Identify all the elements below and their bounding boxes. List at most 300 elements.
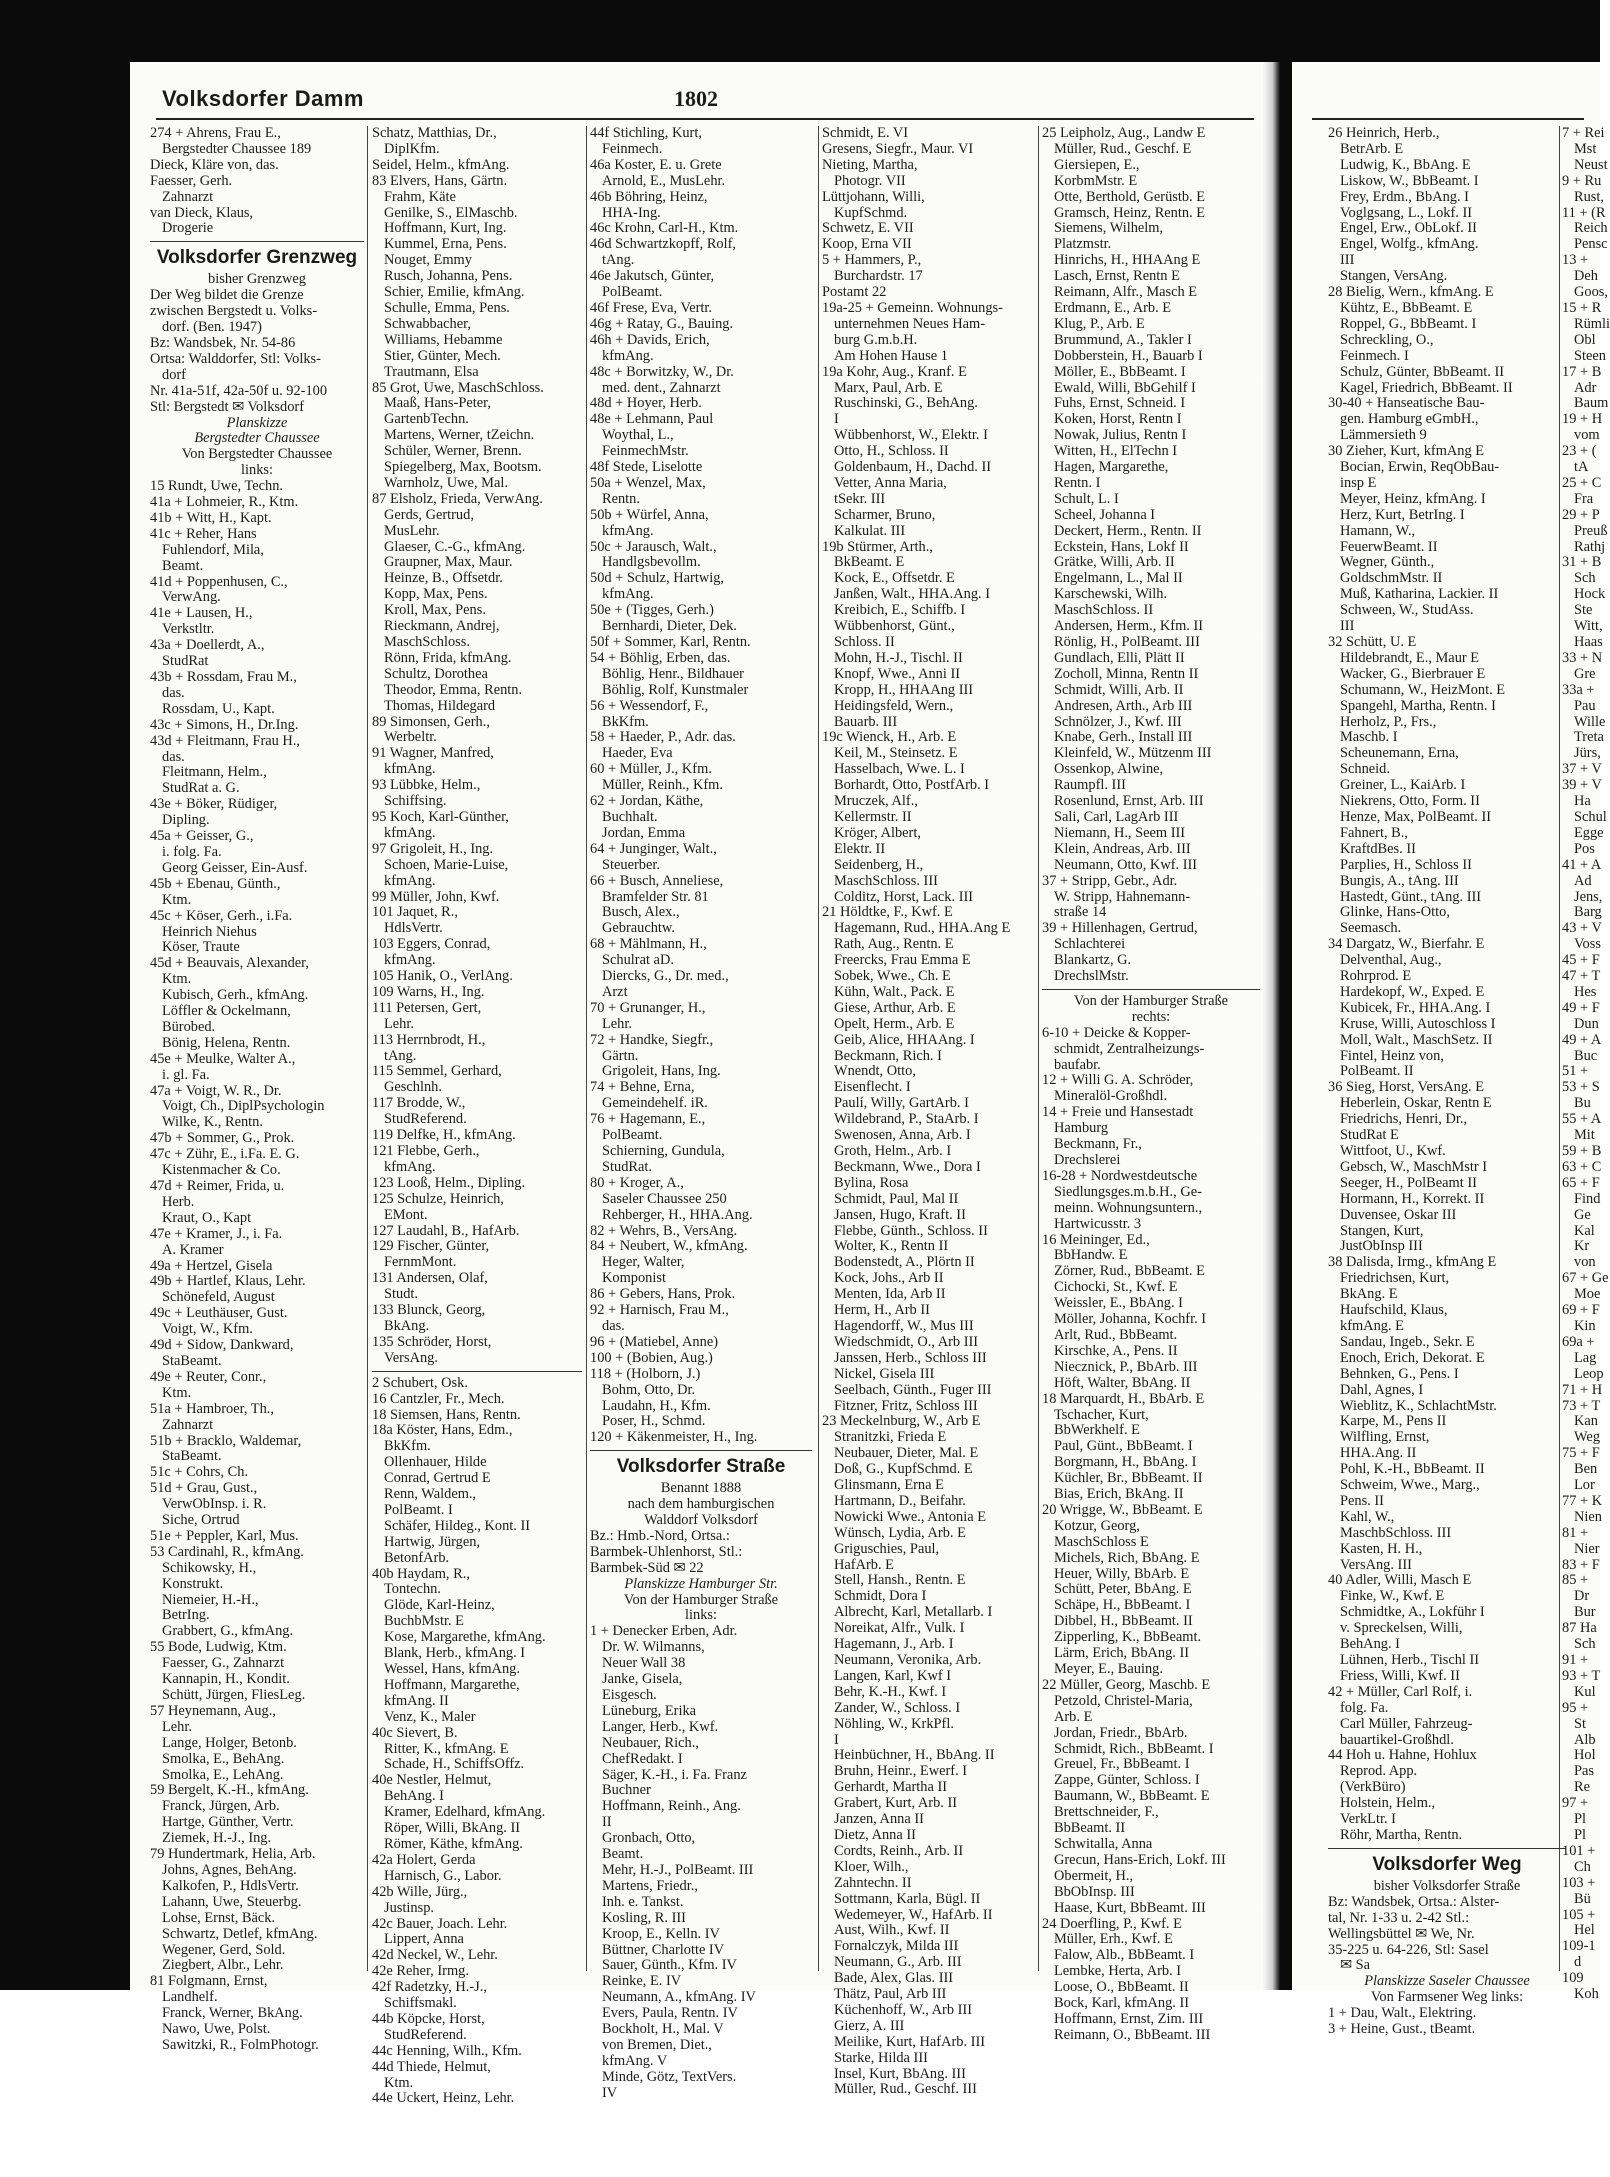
directory-entry: 50e + (Tigges, Gerh.): [590, 602, 714, 619]
section-note: bisher Volksdorfer Straße: [1373, 1877, 1521, 1894]
directory-entry: 49a + Hertzel, Gisela: [150, 1257, 273, 1274]
directory-entry: Dahl, Agnes, I: [1340, 1381, 1424, 1398]
directory-entry: 50a + Wenzel, Max,: [590, 474, 706, 491]
directory-entry: 25 + C: [1562, 474, 1602, 491]
directory-entry: 84 + Neubert, W., kfmAng.: [590, 1238, 748, 1255]
directory-entry: 109-1: [1562, 1938, 1596, 1955]
directory-entry: Kasten, H. H.,: [1340, 1540, 1423, 1557]
directory-entry: Williams, Hebamme: [384, 331, 503, 348]
directory-entry: FernmMont.: [384, 1254, 457, 1271]
directory-entry: Wacker, G., Bierbrauer E: [1340, 665, 1486, 682]
directory-entry: 50d + Schulz, Hartwig,: [590, 570, 725, 587]
directory-entry: kfmAng. II: [384, 1692, 449, 1709]
directory-entry: Engel, Erw., ObLokf. II: [1340, 220, 1477, 237]
directory-entry: 51e + Peppler, Karl, Mus.: [150, 1527, 299, 1544]
directory-entry: Wübbenhorst, Günt.,: [834, 618, 955, 635]
directory-entry: 49 + A: [1562, 1031, 1602, 1048]
directory-entry: 69 + F: [1562, 1302, 1600, 1319]
directory-entry: Raumpfl. III: [1054, 777, 1126, 794]
directory-entry: Siemens, Wilhelm,: [1054, 220, 1164, 237]
directory-entry: PolBeamt. I: [384, 1501, 453, 1518]
directory-entry: 38 Dalisda, Irmg., kfmAng E: [1328, 1254, 1497, 1271]
directory-entry: Kruse, Willi, Autoschloss I: [1340, 1015, 1496, 1032]
directory-entry: Schmidt, Rich., BbBeamt. I: [1054, 1740, 1214, 1757]
directory-entry: Römer, Käthe, kfmAng.: [384, 1835, 523, 1852]
directory-entry: 21 Höldtke, F., Kwf. E: [822, 904, 953, 921]
directory-entry: Bock, Karl, kfmAng. II: [1054, 1995, 1190, 2012]
directory-entry: Venz, K., Maler: [384, 1708, 476, 1725]
directory-entry: Brummund, A., Takler I: [1054, 331, 1192, 348]
directory-entry: kfmAng.: [602, 347, 654, 364]
directory-entry: 43d + Fleitmann, Frau H.,: [150, 732, 301, 749]
directory-entry: Ossenkop, Alwine,: [1054, 761, 1164, 778]
directory-entry: Schiffsing.: [384, 793, 447, 810]
directory-entry: Ha: [1574, 793, 1591, 810]
directory-entry: Engel, Wolfg., kfmAng.: [1340, 236, 1479, 253]
directory-entry: Beckmann, Fr.,: [1054, 1136, 1142, 1153]
directory-entry: 49e + Reuter, Conr.,: [150, 1368, 267, 1385]
directory-entry: Harnisch, G., Labor.: [384, 1867, 502, 1884]
directory-entry: 120 + Käkenmeister, H., Ing.: [590, 1429, 758, 1446]
directory-entry: 40e Nestler, Helmut,: [372, 1772, 492, 1789]
directory-entry: 118 + (Holborn, J.): [590, 1365, 701, 1382]
directory-entry: Kühtz, E., BbBeamt. E: [1340, 299, 1473, 316]
directory-entry: Kock, E., Offsetdr. E: [834, 570, 955, 587]
directory-entry: 37 + V: [1562, 761, 1602, 778]
directory-entry: BehAng. I: [384, 1788, 444, 1805]
directory-entry: Jürs,: [1574, 745, 1601, 762]
directory-entry: Dobberstein, H., Bauarb I: [1054, 347, 1203, 364]
directory-entry: Schmidt, Paul, Mal II: [834, 1190, 959, 1207]
directory-entry: kfmAng.: [384, 952, 436, 969]
directory-entry: Studt.: [384, 1286, 418, 1303]
directory-entry: 51d + Grau, Gust.,: [150, 1480, 258, 1497]
directory-entry: 16 Cantzler, Fr., Mech.: [372, 1390, 505, 1407]
directory-entry: Deh: [1574, 268, 1598, 285]
directory-entry: Arnold, E., MusLehr.: [602, 172, 726, 189]
directory-column-4: [822, 125, 1042, 2098]
directory-entry: 19c Wienck, H., Arb. E: [822, 729, 957, 746]
directory-entry: Schmidtke, A., Lokführ I: [1340, 1604, 1485, 1621]
directory-entry: Parplies, H., Schloss II: [1340, 856, 1472, 873]
section-note: links:: [685, 1607, 717, 1624]
directory-entry: Nowicki Wwe., Antonia E: [834, 1508, 987, 1525]
directory-entry: HHA-Ing.: [602, 204, 661, 221]
directory-entry: DiplKfm.: [384, 140, 440, 157]
section-note: Von der Hamburger Straße: [623, 1591, 779, 1608]
directory-entry: Roppel, G., BbBeamt. I: [1340, 315, 1477, 332]
directory-entry: Schweim, Wwe., Marg.,: [1340, 1477, 1480, 1494]
directory-entry: 49c + Leuthäuser, Gust.: [150, 1305, 288, 1322]
directory-entry: Neubauer, Dieter, Mal. E: [834, 1445, 979, 1462]
directory-entry: Bz.: Hmb.-Nord, Ortsa.:: [590, 1527, 730, 1544]
directory-entry: Carl Müller, Fahrzeug-: [1340, 1715, 1473, 1732]
directory-entry: Graupner, Max, Maur.: [384, 554, 513, 571]
directory-entry: 55 + A: [1562, 1111, 1602, 1128]
directory-entry: Glöde, Karl-Heinz,: [384, 1597, 495, 1614]
directory-entry: Nawo, Uwe, Polst.: [162, 2021, 271, 2038]
directory-entry: Lämmersieth 9: [1340, 427, 1427, 444]
directory-entry: Seeger, H., PolBeamt II: [1340, 1174, 1477, 1191]
directory-entry: 69a +: [1562, 1333, 1595, 1350]
directory-entry: Kroll, Max, Pens.: [384, 602, 486, 619]
section-separator: [1042, 989, 1260, 990]
directory-entry: Schloss. II: [834, 634, 895, 650]
directory-entry: Giese, Arthur, Arb. E: [834, 999, 956, 1016]
directory-entry: Schreckling, O.,: [1340, 331, 1434, 348]
directory-entry: Neubauer, Rich.,: [602, 1734, 699, 1751]
directory-entry: 49b + Hartlef, Klaus, Lehr.: [150, 1273, 306, 1290]
directory-entry: Schäpe, H., BbBeamt. I: [1054, 1597, 1191, 1614]
directory-entry: Busch, Alex.,: [602, 904, 680, 921]
section-separator: [150, 241, 364, 242]
directory-entry: 42c Bauer, Joach. Lehr.: [372, 1915, 508, 1932]
directory-entry: Aust, Wilh., Kwf. II: [834, 1922, 950, 1939]
directory-entry: Wiedschmidt, O., Arb III: [834, 1333, 979, 1350]
directory-entry: MaschSchloss E: [1054, 1533, 1149, 1550]
directory-entry: 93 + T: [1562, 1667, 1601, 1684]
directory-entry: 59 + B: [1562, 1143, 1602, 1159]
directory-entry: Kubisch, Gerh., kfmAng.: [162, 987, 309, 1004]
directory-entry: Ritter, K., kfmAng. E: [384, 1740, 509, 1757]
directory-entry: Werbeltr.: [384, 729, 437, 746]
directory-entry: Neust: [1574, 156, 1608, 173]
directory-entry: Hock: [1574, 586, 1606, 603]
directory-entry: MaschbSchloss. III: [1340, 1524, 1452, 1541]
directory-entry: 34 Dargatz, W., Bierfahr. E: [1328, 936, 1485, 953]
section-note: Von der Hamburger Straße: [1073, 992, 1229, 1009]
directory-entry: Fuhs, Ernst, Schneid. I: [1054, 395, 1186, 412]
directory-entry: Saseler Chaussee 250: [602, 1190, 727, 1207]
directory-entry: Reprod. App.: [1340, 1763, 1418, 1780]
directory-entry: 30 Zieher, Kurt, kfmAng E: [1328, 443, 1485, 460]
directory-entry: Glinsmann, Erna E: [834, 1477, 944, 1494]
directory-entry: Theodor, Emma, Rentn.: [384, 681, 523, 698]
directory-entry: ✉ Sa: [1340, 1957, 1371, 1974]
directory-entry: Lüneburg, Erika: [602, 1702, 697, 1719]
directory-entry: insp E: [1340, 474, 1377, 491]
directory-entry: Frey, Erdm., BbAng. I: [1340, 188, 1469, 205]
directory-entry: Woythal, L.,: [602, 427, 674, 444]
directory-entry: 86 + Gebers, Hans, Prok.: [590, 1286, 736, 1303]
directory-entry: 103 +: [1562, 1874, 1596, 1891]
directory-entry: Komponist: [602, 1270, 666, 1287]
directory-entry: 23 Meckelnburg, W., Arb E: [822, 1413, 981, 1430]
directory-entry: 83 + F: [1562, 1556, 1600, 1573]
directory-entry: Hamburg: [1054, 1120, 1109, 1137]
directory-entry: Hagendorff, W., Mus III: [834, 1317, 974, 1334]
directory-entry: 53 + S: [1562, 1079, 1600, 1096]
directory-entry: Dieck, Kläre von, das.: [150, 156, 279, 173]
directory-entry: Büttner, Charlotte IV: [602, 1941, 725, 1958]
directory-entry: BehAng. I: [1340, 1636, 1400, 1653]
directory-entry: Landhelf.: [162, 1989, 218, 2006]
directory-entry: Herm, H., Arb II: [834, 1302, 930, 1319]
directory-entry: kfmAng.: [602, 586, 654, 603]
directory-entry: Flebbe, Günth., Schloss. II: [834, 1222, 988, 1239]
plan-sketch-note: Planskizze Hamburger Str.: [624, 1575, 778, 1592]
directory-entry: 101 +: [1562, 1842, 1596, 1859]
directory-entry: Höft, Walter, BbAng. II: [1054, 1374, 1191, 1391]
directory-entry: Marx, Paul, Arb. E: [834, 379, 943, 396]
directory-entry: Schoen, Marie-Luise,: [384, 856, 509, 873]
directory-entry: folg. Fa.: [1340, 1699, 1389, 1716]
directory-entry: Koop, Erna VII: [822, 236, 912, 253]
directory-entry: Schikowsky, H.,: [162, 1559, 257, 1576]
directory-entry: Platzmstr.: [1054, 236, 1112, 253]
directory-entry: Schult, L. I: [1054, 490, 1119, 507]
directory-entry: Schlachterei: [1054, 936, 1126, 953]
directory-entry: Schneid.: [1340, 761, 1390, 778]
directory-entry: Franck, Werner, BkAng.: [162, 2005, 303, 2022]
directory-entry: III: [1340, 618, 1355, 635]
directory-entry: Pas: [1574, 1763, 1594, 1780]
directory-entry: 113 Herrnbrodt, H.,: [372, 1031, 486, 1048]
directory-entry: BbBeamt. II: [1054, 1820, 1126, 1837]
directory-entry: Geib, Alice, HHAAng. I: [834, 1031, 975, 1048]
directory-entry: Lüttjohann, Willi,: [822, 188, 925, 205]
directory-entry: Langen, Karl, Kwf I: [834, 1667, 952, 1684]
directory-entry: Kistenmacher & Co.: [162, 1162, 281, 1179]
directory-entry: Heuer, Willy, BbArb. E: [1054, 1565, 1190, 1582]
directory-entry: 95 +: [1562, 1699, 1589, 1716]
directory-entry: Niekrens, Otto, Form. II: [1340, 793, 1480, 810]
directory-entry: Goldenbaum, H., Dachd. II: [834, 459, 992, 476]
directory-entry: 48d + Hoyer, Herb.: [590, 395, 702, 412]
directory-entry: Rusch, Johanna, Pens.: [384, 268, 513, 285]
section-separator: [372, 1371, 582, 1372]
directory-entry: Scheel, Johanna I: [1054, 506, 1156, 523]
directory-entry: Martens, Friedr.,: [602, 1877, 698, 1894]
directory-entry: Hartwig, Jürgen,: [384, 1533, 481, 1550]
directory-entry: Nickel, Gisela III: [834, 1365, 935, 1382]
directory-entry: Pensc: [1574, 236, 1608, 253]
directory-entry: 5 + Hammers, P.,: [822, 252, 922, 269]
directory-entry: Faesser, Gerh.: [150, 172, 233, 189]
directory-entry: Stell, Hansh., Rentn. E: [834, 1572, 966, 1589]
directory-entry: 45a + Geisser, G.,: [150, 828, 254, 845]
directory-entry: Duvensee, Oskar III: [1340, 1206, 1457, 1223]
directory-entry: 2 Schubert, Osk.: [372, 1374, 468, 1391]
directory-entry: 1 + Dau, Walt., Elektring.: [1328, 2005, 1477, 2022]
running-header-street: Volksdorfer Damm: [162, 86, 364, 111]
directory-entry: Röhr, Martha, Rentn.: [1340, 1826, 1463, 1843]
directory-entry: Lahann, Uwe, Steuerbg.: [162, 1893, 302, 1910]
directory-entry: Scharmer, Bruno,: [834, 506, 936, 523]
directory-entry: GartenbTechn.: [384, 411, 469, 428]
directory-entry: StudRat.: [602, 1158, 652, 1175]
directory-entry: Cordts, Reinh., Arb. II: [834, 1842, 964, 1859]
directory-entry: Treta: [1574, 729, 1604, 746]
directory-entry: StudRat E: [1340, 1127, 1399, 1144]
directory-entry: Adr: [1574, 379, 1597, 396]
directory-entry: Deckert, Herm., Rentn. II: [1054, 522, 1202, 539]
directory-entry: Bramfelder Str. 81: [602, 888, 709, 905]
directory-entry: 51c + Cohrs, Ch.: [150, 1464, 249, 1481]
directory-entry: Martens, Werner, tZeichn.: [384, 427, 535, 444]
directory-entry: Re: [1574, 1779, 1590, 1796]
directory-entry: Grecun, Hans-Erich, Lokf. III: [1054, 1851, 1226, 1868]
directory-entry: Schwabbacher,: [384, 315, 471, 332]
directory-entry: Sandau, Ingeb., Sekr. E: [1340, 1333, 1475, 1350]
directory-entry: Fra: [1574, 490, 1594, 507]
directory-entry: Lasch, Ernst, Rentn E: [1054, 268, 1180, 285]
directory-entry: Stranitzki, Frieda E: [834, 1429, 947, 1446]
directory-entry: 55 Bode, Ludwig, Ktm.: [150, 1639, 287, 1656]
directory-entry: Evers, Paula, Rentn. IV: [602, 2005, 738, 2022]
directory-entry: Kul: [1574, 1683, 1596, 1700]
directory-entry: kfmAng.: [384, 761, 436, 778]
directory-entry: 28 Bielig, Wern., kfmAng. E: [1328, 284, 1494, 301]
directory-entry: Smolka, E., LehAng.: [162, 1766, 284, 1783]
directory-entry: Lor: [1574, 1477, 1595, 1494]
directory-entry: 41 + A: [1562, 856, 1602, 873]
directory-entry: Kröger, Albert,: [834, 824, 921, 841]
directory-entry: Nowak, Julius, Rentn I: [1054, 427, 1187, 444]
directory-entry: StudRat: [162, 653, 209, 670]
directory-entry: Rehberger, H., HHA.Ang.: [602, 1206, 753, 1223]
directory-entry: Gärtn.: [602, 1047, 639, 1064]
book-gutter: [1262, 62, 1292, 1990]
directory-entry: Kloer, Wilh.,: [834, 1858, 909, 1875]
directory-entry: Seemasch.: [1340, 920, 1402, 937]
directory-entry: Mruczek, Alf.,: [834, 793, 918, 810]
directory-entry: Möller, Johanna, Kochfr. I: [1054, 1311, 1207, 1328]
directory-entry: Ortsa: Walddorfer, Stl: Volks-: [150, 350, 321, 367]
directory-entry: KupfSchmd.: [834, 204, 908, 221]
section-note: Benannt 1888: [660, 1480, 742, 1497]
directory-entry: Wildebrand, P., StaArb. I: [834, 1111, 979, 1128]
directory-entry: 39 + Hillenhagen, Gertrud,: [1042, 920, 1198, 937]
directory-entry: kfmAng. V: [602, 2052, 668, 2069]
directory-entry: Bodenstedt, A., Plörtn II: [834, 1254, 975, 1271]
directory-entry: Heger, Walter,: [602, 1254, 685, 1271]
directory-entry: Laudahn, H., Kfm.: [602, 1397, 711, 1414]
directory-entry: W. Stripp, Hahnemann-: [1054, 888, 1191, 905]
directory-entry: Photogr. VII: [834, 172, 906, 189]
directory-entry: Rathj: [1574, 538, 1606, 555]
directory-entry: Hagen, Margarethe,: [1054, 459, 1169, 476]
directory-entry: Frahm, Käte: [384, 188, 456, 205]
directory-entry: Finke, W., Kwf. E: [1340, 1588, 1445, 1605]
directory-entry: 46c Krohn, Carl-H., Ktm.: [590, 220, 739, 237]
directory-entry: 43b + Rossdam, Frau M.,: [150, 669, 297, 685]
directory-entry: Hartwicusstr. 3: [1054, 1215, 1142, 1232]
directory-entry: DrechslMstr.: [1054, 968, 1129, 985]
directory-entry: meinn. Wohnungsuntern.,: [1054, 1199, 1203, 1216]
directory-entry: dorf. (Ben. 1947): [162, 319, 262, 336]
directory-entry: 74 + Behne, Erna,: [590, 1079, 695, 1096]
directory-entry: JustObInsp III: [1340, 1238, 1423, 1255]
directory-entry: Glaeser, C.-G., kfmAng.: [384, 538, 526, 555]
directory-entry: Rönn, Frida, kfmAng.: [384, 649, 512, 666]
directory-entry: 42d Neckel, W., Lehr.: [372, 1947, 498, 1964]
directory-entry: Hamann, W.,: [1340, 522, 1416, 539]
directory-entry: I: [834, 411, 839, 428]
directory-entry: Bönig, Helena, Rentn.: [162, 1034, 291, 1051]
directory-entry: Blank, Herb., kfmAng. I: [384, 1645, 526, 1662]
directory-entry: Feinmech.: [602, 140, 663, 157]
directory-entry: Schmidt, Dora I: [834, 1588, 927, 1605]
directory-entry: Mohn, H.-J., Tischl. II: [834, 649, 963, 666]
directory-entry: 48e + Lehmann, Paul: [590, 411, 714, 428]
directory-entry: Bergstedter Chaussee 189: [162, 140, 312, 157]
section-separator: [1328, 1848, 1566, 1849]
directory-entry: Hinrichs, H., HHAAng E: [1054, 252, 1201, 269]
directory-entry: Heinrich Niehus: [162, 923, 257, 940]
directory-entry: Reimann, Alfr., Masch E: [1054, 284, 1198, 301]
directory-entry: Müller, Rud., Geschf. E: [1054, 140, 1192, 157]
directory-entry: Ktm.: [162, 1384, 192, 1401]
directory-entry: KorbmMstr. E: [1054, 172, 1138, 189]
directory-entry: Kleinfeld, W., Mützenm III: [1054, 745, 1212, 762]
directory-entry: Ch: [1574, 1858, 1591, 1875]
directory-entry: Neumann, A., kfmAng. IV: [602, 1989, 756, 2006]
directory-entry: Bz: Wandsbek, Nr. 54-86: [150, 334, 296, 351]
directory-entry: Erdmann, E., Arb. E: [1054, 299, 1172, 316]
directory-entry: straße 14: [1054, 904, 1107, 921]
directory-entry: Gronbach, Otto,: [602, 1830, 696, 1847]
directory-entry: Genilke, S., ElMaschb.: [384, 204, 518, 221]
directory-entry: Behr, K.-H., Kwf. I: [834, 1683, 947, 1700]
directory-entry: Schüler, Werner, Brenn.: [384, 443, 522, 460]
directory-entry: Buc: [1574, 1047, 1598, 1064]
directory-entry: Kock, Johs., Arb II: [834, 1270, 944, 1287]
directory-entry: 50f + Sommer, Karl, Rentn.: [590, 634, 751, 650]
directory-entry: Lühnen, Herb., Tischl II: [1340, 1652, 1480, 1668]
directory-entry: 15 Rundt, Uwe, Techn.: [150, 478, 284, 495]
directory-entry: Niecznick, P., BbArb. III: [1054, 1358, 1198, 1375]
directory-entry: Eisenflecht. I: [834, 1079, 911, 1096]
directory-entry: Kropp, H., HHAAng III: [834, 681, 974, 698]
directory-entry: Preuß: [1574, 522, 1608, 539]
directory-column-6: [1328, 125, 1566, 2038]
directory-entry: Barg: [1574, 904, 1602, 921]
directory-entry: Zahntechn. II: [834, 1874, 912, 1891]
directory-entry: 91 Wagner, Manfred,: [372, 745, 494, 762]
directory-entry: Nouget, Emmy: [384, 252, 472, 269]
directory-entry: Heinbüchner, H., BbAng. II: [834, 1747, 995, 1764]
directory-entry: Noreikat, Alfr., Vulk. I: [834, 1620, 965, 1637]
directory-entry: A. Kramer: [162, 1241, 224, 1258]
directory-entry: Otte, Berthold, Gerüstb. E: [1054, 188, 1206, 205]
directory-entry: 35-225 u. 64-226, Stl: Sasel: [1328, 1941, 1489, 1958]
directory-entry: Franck, Jürgen, Arb.: [162, 1798, 280, 1815]
directory-entry: Opelt, Herm., Arb. E: [834, 1015, 955, 1032]
directory-entry: 22 Müller, Georg, Maschb. E: [1042, 1676, 1211, 1693]
directory-entry: Schulle, Emma, Pens.: [384, 299, 510, 316]
directory-entry: 24 Doerfling, P., Kwf. E: [1042, 1915, 1182, 1932]
directory-entry: Schäfer, Hildeg., Kont. II: [384, 1517, 531, 1534]
directory-entry: Liskow, W., BbBeamt. I: [1340, 172, 1479, 189]
directory-entry: 45c + Köser, Gerh., i.Fa.: [150, 907, 293, 924]
directory-entry: med. dent., Zahnarzt: [602, 379, 721, 396]
directory-entry: Arb. E: [1054, 1708, 1093, 1725]
directory-entry: 19 + H: [1562, 411, 1603, 428]
directory-entry: Obermeit, H.,: [1054, 1867, 1134, 1884]
directory-entry: MaschSchloss. II: [1054, 602, 1154, 619]
directory-entry: Thomas, Hildegard: [384, 697, 496, 714]
directory-entry: Lohse, Ernst, Bäck.: [162, 1909, 276, 1926]
directory-entry: 40 Adler, Willi, Masch E: [1328, 1572, 1472, 1589]
directory-entry: 41e + Lausen, H.,: [150, 605, 253, 622]
directory-entry: 82 + Wehrs, B., VersAng.: [590, 1222, 738, 1239]
directory-entry: 44c Henning, Wilh., Kfm.: [372, 2042, 522, 2059]
directory-entry: kfmAng.: [602, 522, 654, 539]
directory-entry: 135 Schröder, Horst,: [372, 1333, 492, 1350]
column-divider: [586, 126, 587, 1971]
directory-entry: Dipling.: [162, 812, 210, 829]
